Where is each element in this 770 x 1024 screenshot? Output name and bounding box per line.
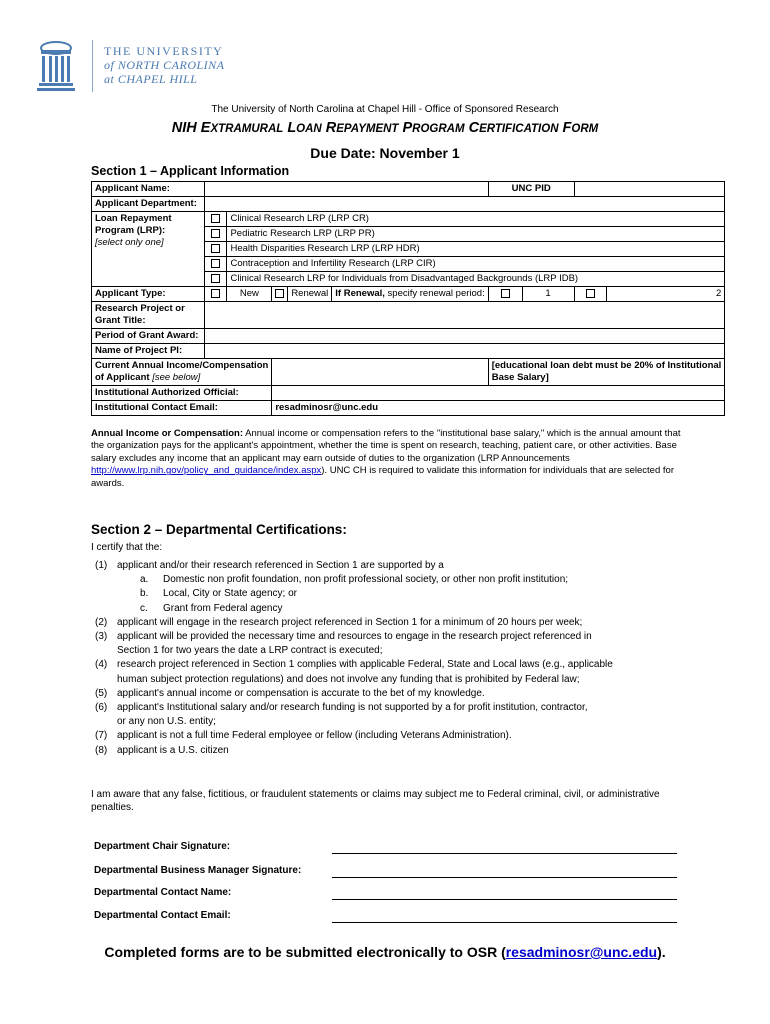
list-item-continued: Section 1 for two years the date a LRP contract is executed; <box>117 645 383 657</box>
official-label: Institutional Authorized Official: <box>92 386 272 401</box>
list-item: c. Grant from Federal agency <box>140 602 283 614</box>
list-item-continued: human subject protection regulations) and does not involve any funding that is prohibited by Federal law; <box>117 673 580 685</box>
applicant-info-table <box>91 181 725 416</box>
old-well-logo-icon <box>36 40 76 92</box>
penalty-statement: I am aware that any false, fictitious, or fraudulent statements or claims may subject me to Federal criminal, civil, or administrative penalties. <box>91 789 660 813</box>
list-item: (7) applicant is not a full time Federal employee or fellow (including Veterans Administration). <box>95 730 512 742</box>
list-item: b. Local, City or State agency; or <box>140 588 297 600</box>
official-field[interactable] <box>272 386 725 401</box>
form-title: NIH EXTRAMURAL LOAN REPAYMENT PROGRAM CERTIFICATION FORM <box>171 120 599 136</box>
lrp-hdr-checkbox[interactable] <box>205 242 227 257</box>
list-item: (6) applicant's Institutional salary and/or research funding is not supported by a for profit institution, contractor, <box>95 702 588 714</box>
chair-signature-line[interactable] <box>332 853 677 854</box>
contact-email-label: Institutional Contact Email: <box>92 401 272 416</box>
section1-heading: Section 1 – Applicant Information <box>91 164 290 178</box>
income-explanation: Annual Income or Compensation: Annual income or compensation refers to the "institutional base salary," which is the annual amount that the organization pays for the applicant's appointment, whether the time is spent on research, teaching, patient care, or other activities. Base salary excludes any income that an applicant may earn outside of duties to the organization (LRP Announcements http://www.lrp.nih.gov/policy_and_guidance/index.aspx). UNC CH is required to validate this information for individuals that are selected for awards. <box>91 428 681 489</box>
period-of-grant-field[interactable] <box>205 329 725 344</box>
lrp-label: Loan Repayment Program (LRP): [select only one] <box>92 212 205 287</box>
due-date: Due Date: November 1 <box>310 145 460 161</box>
project-pi-field[interactable] <box>205 344 725 359</box>
list-item: (5) applicant's annual income or compensation is accurate to the bet of my knowledge. <box>95 687 485 699</box>
period-2-label: 2 <box>607 287 725 302</box>
list-item: (3) applicant will be provided the necessary time and resources to engage in the research project referenced in <box>95 631 592 643</box>
period-of-grant-label: Period of Grant Award: <box>92 329 205 344</box>
unc-pid-field[interactable] <box>574 182 725 197</box>
contact-email-value: resadminosr@unc.edu <box>272 401 725 416</box>
certification-list <box>95 559 695 758</box>
applicant-name-field[interactable] <box>205 182 488 197</box>
type-renewal-label: Renewal <box>288 287 332 302</box>
list-item: (8) applicant is a U.S. citizen <box>95 744 229 756</box>
logo-divider <box>92 40 93 92</box>
lrp-idb-checkbox[interactable] <box>205 272 227 287</box>
applicant-department-field[interactable] <box>205 197 725 212</box>
lrp-cir-checkbox[interactable] <box>205 257 227 272</box>
office-line: The University of North Carolina at Chapel Hill - Office of Sponsored Research <box>211 104 559 115</box>
contact-email-label: Departmental Contact Email: <box>94 910 231 921</box>
university-wordmark: THE UNIVERSITY of NORTH CAROLINA at CHAPEL HILL <box>104 44 225 86</box>
submission-note: Completed forms are to be submitted electronically to OSR (resadminosr@unc.edu). <box>104 944 666 960</box>
applicant-department-label: Applicant Department: <box>92 197 205 212</box>
project-pi-label: Name of Project PI: <box>92 344 205 359</box>
type-renewal-checkbox[interactable] <box>272 287 288 302</box>
applicant-type-label: Applicant Type: <box>92 287 205 302</box>
period-1-label: 1 <box>522 287 574 302</box>
certify-intro: I certify that the: <box>91 542 163 553</box>
osr-email-link[interactable]: resadminosr@unc.edu <box>505 944 658 960</box>
lrp-option: Pediatric Research LRP (LRP PR) <box>227 227 725 242</box>
lrp-pr-checkbox[interactable] <box>205 227 227 242</box>
contact-name-label: Departmental Contact Name: <box>94 887 232 898</box>
period-2-checkbox[interactable] <box>574 287 606 302</box>
research-project-field[interactable] <box>205 302 725 329</box>
list-item: (4) research project referenced in Section 1 complies with applicable Federal, State and Local laws (e.g., applicable <box>95 659 613 671</box>
renewal-period-prompt: If Renewal, specify renewal period: <box>332 287 488 302</box>
income-note: [educational loan debt must be 20% of Institutional Base Salary] <box>488 359 725 386</box>
lrp-option: Health Disparities Research LRP (LRP HDR) <box>227 242 725 257</box>
manager-signature-line[interactable] <box>332 877 677 878</box>
lrp-guidance-link[interactable]: http://www.lrp.nih.gov/policy_and_guidance/index.aspx <box>91 465 322 477</box>
research-project-label: Research Project or Grant Title: <box>92 302 205 329</box>
period-1-checkbox[interactable] <box>488 287 522 302</box>
lrp-option: Clinical Research LRP for Individuals from Disadvantaged Backgrounds (LRP IDB) <box>227 272 725 287</box>
list-item: (1) applicant and/or their research referenced in Section 1 are supported by a <box>95 560 444 571</box>
lrp-option: Clinical Research LRP (LRP CR) <box>227 212 725 227</box>
list-item: a. Domestic non profit foundation, non profit professional society, or other non profit institution; <box>140 574 569 586</box>
list-item: (2) applicant will engage in the research project referenced in Section 1 for a minimum of 20 hours per week; <box>95 616 583 628</box>
income-field[interactable] <box>272 359 488 386</box>
unc-pid-label: UNC PID <box>488 182 574 197</box>
section2-heading: Section 2 – Departmental Certifications: <box>91 522 347 537</box>
type-new-checkbox[interactable] <box>205 287 227 302</box>
manager-signature-label: Departmental Business Manager Signature: <box>94 865 302 876</box>
contact-name-line[interactable] <box>332 899 677 900</box>
lrp-option: Contraception and Infertility Research (LRP CIR) <box>227 257 725 272</box>
chair-signature-label: Department Chair Signature: <box>94 841 231 852</box>
income-label: Current Annual Income/Compensation of Applicant [see below] <box>92 359 272 386</box>
list-item-continued: or any non U.S. entity; <box>117 716 216 728</box>
type-new-label: New <box>227 287 272 302</box>
applicant-name-label: Applicant Name: <box>92 182 205 197</box>
contact-email-line[interactable] <box>332 922 677 923</box>
lrp-cr-checkbox[interactable] <box>205 212 227 227</box>
